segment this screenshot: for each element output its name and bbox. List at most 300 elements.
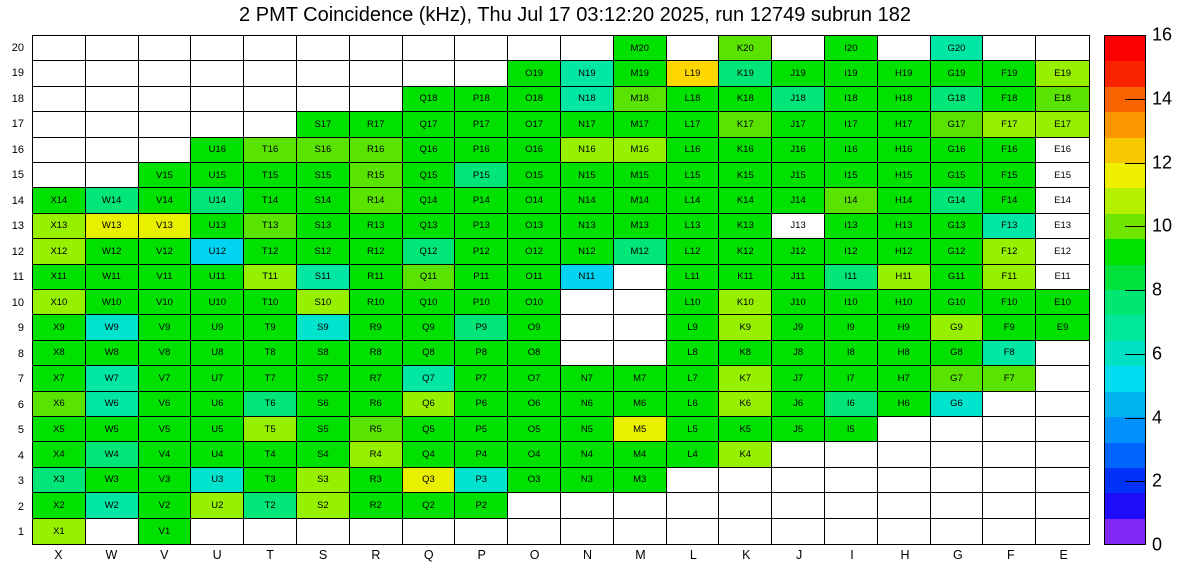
heatmap-cell-n6: N6 [561, 392, 614, 417]
x-axis-label-e: E [1059, 548, 1068, 562]
x-axis-label-k: K [742, 548, 751, 562]
heatmap-cell-l7: L7 [667, 366, 720, 391]
heatmap-cell-empty [983, 493, 1036, 518]
heatmap-cell-f7: F7 [983, 366, 1036, 391]
heatmap-cell-h9: H9 [878, 315, 931, 340]
heatmap-cell-o11: O11 [508, 265, 561, 290]
y-axis-label-2: 2 [17, 500, 24, 513]
heatmap-cell-o9: O9 [508, 315, 561, 340]
heatmap-cell-empty [297, 61, 350, 86]
heatmap-cell-s15: S15 [297, 163, 350, 188]
heatmap-cell-empty [297, 519, 350, 544]
y-axis-label-11: 11 [12, 271, 24, 284]
heatmap-cell-h7: H7 [878, 366, 931, 391]
heatmap-cell-v5: V5 [139, 417, 192, 442]
heatmap-cell-t14: T14 [244, 188, 297, 213]
heatmap-cell-u10: U10 [191, 290, 244, 315]
heatmap-cell-i19: I19 [825, 61, 878, 86]
heatmap-cell-x2: X2 [33, 493, 86, 518]
heatmap-cell-n11: N11 [561, 265, 614, 290]
heatmap-cell-empty [508, 493, 561, 518]
heatmap-cell-i9: I9 [825, 315, 878, 340]
x-axis-label-v: V [160, 548, 169, 562]
heatmap-cell-empty [33, 36, 86, 61]
colorbar-band [1105, 290, 1145, 315]
heatmap-cell-empty [244, 87, 297, 112]
heatmap-cell-v2: V2 [139, 493, 192, 518]
heatmap-cell-v12: V12 [139, 239, 192, 264]
heatmap-cell-empty [561, 290, 614, 315]
heatmap-cell-l11: L11 [667, 265, 720, 290]
heatmap-cell-q12: Q12 [403, 239, 456, 264]
heatmap-cell-empty [403, 519, 456, 544]
heatmap-cell-empty [878, 519, 931, 544]
heatmap-cell-empty [614, 265, 667, 290]
heatmap-cell-f14: F14 [983, 188, 1036, 213]
colorbar-band [1105, 493, 1145, 518]
heatmap-cell-q11: Q11 [403, 265, 456, 290]
heatmap-cell-o10: O10 [508, 290, 561, 315]
heatmap-cell-i5: I5 [825, 417, 878, 442]
colorbar-band [1105, 188, 1145, 213]
heatmap-cell-g17: G17 [931, 112, 984, 137]
heatmap-cell-empty [33, 87, 86, 112]
heatmap-cell-h16: H16 [878, 138, 931, 163]
heatmap-cell-empty [719, 519, 772, 544]
heatmap-cell-g9: G9 [931, 315, 984, 340]
heatmap-cell-f10: F10 [983, 290, 1036, 315]
heatmap-cell-q15: Q15 [403, 163, 456, 188]
heatmap-cell-empty [86, 36, 139, 61]
heatmap-cell-empty [614, 315, 667, 340]
heatmap-cell-g19: G19 [931, 61, 984, 86]
heatmap-cell-p13: P13 [455, 214, 508, 239]
heatmap-cell-m17: M17 [614, 112, 667, 137]
heatmap-cell-i6: I6 [825, 392, 878, 417]
heatmap-cell-n4: N4 [561, 442, 614, 467]
y-axis-label-6: 6 [17, 398, 24, 411]
x-axis-label-q: Q [423, 548, 434, 562]
heatmap-cell-e16: E16 [1036, 138, 1089, 163]
heatmap-cell-n3: N3 [561, 468, 614, 493]
heatmap-cell-q9: Q9 [403, 315, 456, 340]
heatmap-cell-empty [931, 468, 984, 493]
y-axis-label-15: 15 [11, 169, 24, 182]
heatmap-cell-f11: F11 [983, 265, 1036, 290]
heatmap-cell-v11: V11 [139, 265, 192, 290]
heatmap-cell-empty [667, 493, 720, 518]
heatmap-cell-i11: I11 [825, 265, 878, 290]
heatmap-cell-w6: W6 [86, 392, 139, 417]
heatmap-cell-h14: H14 [878, 188, 931, 213]
heatmap-cell-o4: O4 [508, 442, 561, 467]
heatmap-cell-empty [931, 519, 984, 544]
heatmap-cell-u4: U4 [191, 442, 244, 467]
heatmap-cell-l8: L8 [667, 341, 720, 366]
heatmap-cell-n5: N5 [561, 417, 614, 442]
heatmap-cell-i12: I12 [825, 239, 878, 264]
heatmap-cell-k14: K14 [719, 188, 772, 213]
heatmap-cell-j10: J10 [772, 290, 825, 315]
heatmap-cell-v14: V14 [139, 188, 192, 213]
heatmap-cell-v4: V4 [139, 442, 192, 467]
heatmap-cell-empty [191, 61, 244, 86]
heatmap-cell-q8: Q8 [403, 341, 456, 366]
y-axis-label-14: 14 [11, 194, 24, 207]
heatmap-cell-v15: V15 [139, 163, 192, 188]
heatmap-cell-empty [350, 519, 403, 544]
heatmap-cell-empty [561, 315, 614, 340]
heatmap-cell-empty [33, 61, 86, 86]
heatmap-cell-o15: O15 [508, 163, 561, 188]
heatmap-cell-l9: L9 [667, 315, 720, 340]
x-axis-label-l: L [689, 548, 697, 562]
heatmap-cell-e12: E12 [1036, 239, 1089, 264]
heatmap-cell-q16: Q16 [403, 138, 456, 163]
heatmap-cell-empty [1036, 442, 1089, 467]
heatmap-cell-w11: W11 [86, 265, 139, 290]
heatmap-cell-l14: L14 [667, 188, 720, 213]
heatmap-cell-i13: I13 [825, 214, 878, 239]
heatmap-cell-s3: S3 [297, 468, 350, 493]
heatmap-cell-k12: K12 [719, 239, 772, 264]
heatmap-cell-empty [561, 36, 614, 61]
heatmap-cell-x11: X11 [33, 265, 86, 290]
heatmap-cell-w5: W5 [86, 417, 139, 442]
heatmap-cell-o13: O13 [508, 214, 561, 239]
heatmap-cell-empty [508, 519, 561, 544]
heatmap-cell-empty [191, 87, 244, 112]
heatmap-cell-n18: N18 [561, 87, 614, 112]
heatmap-cell-w3: W3 [86, 468, 139, 493]
heatmap-cell-s9: S9 [297, 315, 350, 340]
heatmap-cell-empty [614, 493, 667, 518]
heatmap-cell-w13: W13 [86, 214, 139, 239]
heatmap-cell-p6: P6 [455, 392, 508, 417]
heatmap-cell-t3: T3 [244, 468, 297, 493]
heatmap-cell-k5: K5 [719, 417, 772, 442]
colorbar-tick-label-12: 12 [1152, 152, 1173, 172]
heatmap-cell-k9: K9 [719, 315, 772, 340]
heatmap-cell-p14: P14 [455, 188, 508, 213]
colorbar-tick [1125, 163, 1145, 164]
heatmap-cell-g20: G20 [931, 36, 984, 61]
heatmap-cell-l15: L15 [667, 163, 720, 188]
heatmap-cell-p16: P16 [455, 138, 508, 163]
heatmap-cell-empty [772, 36, 825, 61]
heatmap-cell-q14: Q14 [403, 188, 456, 213]
heatmap-cell-p3: P3 [455, 468, 508, 493]
heatmap-cell-empty [403, 36, 456, 61]
heatmap-cell-k18: K18 [719, 87, 772, 112]
heatmap-cell-empty [139, 61, 192, 86]
heatmap-cell-empty [508, 36, 561, 61]
heatmap-cell-s5: S5 [297, 417, 350, 442]
heatmap-cell-l6: L6 [667, 392, 720, 417]
heatmap-cell-n16: N16 [561, 138, 614, 163]
heatmap-cell-n15: N15 [561, 163, 614, 188]
heatmap-cell-l16: L16 [667, 138, 720, 163]
heatmap-cell-empty [878, 36, 931, 61]
heatmap-cell-f19: F19 [983, 61, 1036, 86]
chart-title: 2 PMT Coincidence (kHz), Thu Jul 17 03:12:20 2025, run 12749 subrun 182 [239, 4, 911, 26]
heatmap-cell-r14: R14 [350, 188, 403, 213]
heatmap-cell-empty [244, 61, 297, 86]
heatmap-cell-e14: E14 [1036, 188, 1089, 213]
heatmap-cell-g13: G13 [931, 214, 984, 239]
heatmap-cell-v8: V8 [139, 341, 192, 366]
heatmap-cell-h17: H17 [878, 112, 931, 137]
heatmap-cell-p2: P2 [455, 493, 508, 518]
heatmap-cell-empty [983, 442, 1036, 467]
heatmap-cell-n7: N7 [561, 366, 614, 391]
heatmap-cell-o12: O12 [508, 239, 561, 264]
heatmap-cell-j19: J19 [772, 61, 825, 86]
heatmap-cell-s8: S8 [297, 341, 350, 366]
y-axis-label-4: 4 [17, 449, 24, 462]
heatmap-cell-l4: L4 [667, 442, 720, 467]
heatmap-cell-empty [772, 493, 825, 518]
heatmap-cell-o3: O3 [508, 468, 561, 493]
heatmap-cell-h12: H12 [878, 239, 931, 264]
heatmap-cell-w14: W14 [86, 188, 139, 213]
heatmap-cell-s2: S2 [297, 493, 350, 518]
heatmap-cell-p12: P12 [455, 239, 508, 264]
heatmap-cell-p4: P4 [455, 442, 508, 467]
x-axis-label-t: T [266, 548, 274, 562]
heatmap-cell-empty [1036, 417, 1089, 442]
heatmap-cell-i17: I17 [825, 112, 878, 137]
heatmap-cell-p9: P9 [455, 315, 508, 340]
heatmap-cell-m20: M20 [614, 36, 667, 61]
y-axis-label-20: 20 [11, 41, 24, 54]
heatmap-cell-g14: G14 [931, 188, 984, 213]
heatmap-cell-j11: J11 [772, 265, 825, 290]
colorbar-band [1105, 61, 1145, 86]
heatmap-cell-empty [1036, 366, 1089, 391]
heatmap-cell-empty [825, 519, 878, 544]
heatmap-cell-k11: K11 [719, 265, 772, 290]
heatmap-cell-t8: T8 [244, 341, 297, 366]
heatmap-cell-empty [983, 417, 1036, 442]
heatmap-cell-v3: V3 [139, 468, 192, 493]
heatmap-cell-m5: M5 [614, 417, 667, 442]
heatmap-cell-n14: N14 [561, 188, 614, 213]
colorbar-tick [1125, 226, 1145, 227]
heatmap-cell-empty [772, 442, 825, 467]
heatmap-cell-empty [983, 392, 1036, 417]
heatmap-cell-q3: Q3 [403, 468, 456, 493]
heatmap-cell-i16: I16 [825, 138, 878, 163]
heatmap-cell-w8: W8 [86, 341, 139, 366]
heatmap-cell-empty [86, 163, 139, 188]
heatmap-cell-t7: T7 [244, 366, 297, 391]
heatmap-cell-j6: J6 [772, 392, 825, 417]
heatmap-cell-u5: U5 [191, 417, 244, 442]
heatmap-cell-h15: H15 [878, 163, 931, 188]
heatmap-cell-u2: U2 [191, 493, 244, 518]
heatmap-cell-i8: I8 [825, 341, 878, 366]
heatmap-cell-m3: M3 [614, 468, 667, 493]
heatmap-cell-l13: L13 [667, 214, 720, 239]
heatmap-cell-t11: T11 [244, 265, 297, 290]
heatmap-cell-empty [1036, 341, 1089, 366]
heatmap-cell-g15: G15 [931, 163, 984, 188]
heatmap-cell-empty [139, 112, 192, 137]
heatmap-cell-q2: Q2 [403, 493, 456, 518]
heatmap-cell-empty [244, 112, 297, 137]
x-axis-label-n: N [583, 548, 593, 562]
x-axis-label-m: M [635, 548, 646, 562]
colorbar-tick [1125, 481, 1145, 482]
heatmap-cell-p17: P17 [455, 112, 508, 137]
heatmap-cell-m13: M13 [614, 214, 667, 239]
colorbar-tick [1125, 99, 1145, 100]
y-axis-label-13: 13 [11, 220, 24, 233]
heatmap-cell-j5: J5 [772, 417, 825, 442]
heatmap-cell-p7: P7 [455, 366, 508, 391]
heatmap-cell-empty [561, 519, 614, 544]
heatmap-cell-o14: O14 [508, 188, 561, 213]
heatmap-cell-x4: X4 [33, 442, 86, 467]
heatmap-cell-m6: M6 [614, 392, 667, 417]
heatmap-cell-empty [983, 36, 1036, 61]
colorbar-band [1105, 265, 1145, 290]
heatmap-cell-empty [825, 493, 878, 518]
heatmap-cell-k13: K13 [719, 214, 772, 239]
heatmap-cell-h6: H6 [878, 392, 931, 417]
heatmap-cell-e13: E13 [1036, 214, 1089, 239]
y-axis-label-8: 8 [17, 347, 24, 360]
heatmap-cell-l19: L19 [667, 61, 720, 86]
heatmap-cell-n19: N19 [561, 61, 614, 86]
heatmap-cell-s12: S12 [297, 239, 350, 264]
heatmap-cell-s10: S10 [297, 290, 350, 315]
colorbar-tick-label-16: 16 [1152, 24, 1173, 45]
heatmap-cell-j16: J16 [772, 138, 825, 163]
heatmap-cell-o7: O7 [508, 366, 561, 391]
heatmap-cell-x6: X6 [33, 392, 86, 417]
heatmap-cell-l12: L12 [667, 239, 720, 264]
heatmap-cell-i20: I20 [825, 36, 878, 61]
heatmap-cell-r11: R11 [350, 265, 403, 290]
heatmap-cell-m18: M18 [614, 87, 667, 112]
colorbar-tick-label-6: 6 [1152, 343, 1163, 364]
heatmap-cell-r2: R2 [350, 493, 403, 518]
heatmap-cell-t5: T5 [244, 417, 297, 442]
heatmap-cell-f16: F16 [983, 138, 1036, 163]
heatmap-cell-t4: T4 [244, 442, 297, 467]
heatmap-cell-n13: N13 [561, 214, 614, 239]
heatmap-cell-m15: M15 [614, 163, 667, 188]
heatmap-cell-empty [772, 468, 825, 493]
colorbar-tick [1125, 354, 1145, 355]
heatmap-cell-t13: T13 [244, 214, 297, 239]
heatmap-cell-empty [350, 61, 403, 86]
heatmap-cell-g18: G18 [931, 87, 984, 112]
heatmap-cell-empty [878, 493, 931, 518]
heatmap-cell-empty [244, 519, 297, 544]
colorbar-tick-label-14: 14 [1152, 88, 1173, 109]
heatmap-cell-empty [561, 493, 614, 518]
heatmap-cell-empty [33, 138, 86, 163]
heatmap-cell-v1: V1 [139, 519, 192, 544]
y-axis-label-3: 3 [17, 475, 24, 488]
heatmap-cell-e17: E17 [1036, 112, 1089, 137]
heatmap-cell-j8: J8 [772, 341, 825, 366]
heatmap-cell-i18: I18 [825, 87, 878, 112]
heatmap-cell-u11: U11 [191, 265, 244, 290]
colorbar-tick-label-2: 2 [1152, 470, 1163, 491]
heatmap-cell-empty [86, 87, 139, 112]
heatmap-cell-q5: Q5 [403, 417, 456, 442]
heatmap-cell-r13: R13 [350, 214, 403, 239]
heatmap-cell-o5: O5 [508, 417, 561, 442]
heatmap-cell-p10: P10 [455, 290, 508, 315]
heatmap-cell-f12: F12 [983, 239, 1036, 264]
heatmap-cell-t12: T12 [244, 239, 297, 264]
heatmap-cell-r10: R10 [350, 290, 403, 315]
heatmap-cell-t15: T15 [244, 163, 297, 188]
heatmap-cell-k8: K8 [719, 341, 772, 366]
heatmap-cell-empty [139, 87, 192, 112]
heatmap-cell-t9: T9 [244, 315, 297, 340]
heatmap-cell-empty [139, 138, 192, 163]
heatmap-cell-empty [614, 519, 667, 544]
heatmap-cell-x1: X1 [33, 519, 86, 544]
x-axis-label-p: P [477, 548, 486, 562]
heatmap-cell-empty [878, 468, 931, 493]
colorbar-band [1105, 315, 1145, 340]
heatmap-cell-x7: X7 [33, 366, 86, 391]
heatmap-cell-x10: X10 [33, 290, 86, 315]
heatmap-cell-i15: I15 [825, 163, 878, 188]
heatmap-cell-m7: M7 [614, 366, 667, 391]
heatmap-cell-empty [1036, 392, 1089, 417]
heatmap-cell-h19: H19 [878, 61, 931, 86]
heatmap-cell-h10: H10 [878, 290, 931, 315]
heatmap-cell-e19: E19 [1036, 61, 1089, 86]
heatmap-cell-r7: R7 [350, 366, 403, 391]
heatmap-cell-k7: K7 [719, 366, 772, 391]
heatmap-cell-o8: O8 [508, 341, 561, 366]
heatmap-cell-w12: W12 [86, 239, 139, 264]
heatmap-cell-f13: F13 [983, 214, 1036, 239]
y-axis-label-7: 7 [17, 373, 24, 386]
heatmap-cell-empty [719, 493, 772, 518]
heatmap-cell-h11: H11 [878, 265, 931, 290]
heatmap-cell-e11: E11 [1036, 265, 1089, 290]
colorbar-band [1105, 443, 1145, 468]
heatmap-cell-x9: X9 [33, 315, 86, 340]
heatmap-cell-s17: S17 [297, 112, 350, 137]
heatmap-cell-empty [931, 493, 984, 518]
heatmap-cell-u3: U3 [191, 468, 244, 493]
heatmap-cell-f18: F18 [983, 87, 1036, 112]
heatmap-cell-j7: J7 [772, 366, 825, 391]
heatmap-cell-r15: R15 [350, 163, 403, 188]
heatmap-cell-empty [561, 341, 614, 366]
heatmap-cell-p15: P15 [455, 163, 508, 188]
heatmap-cell-q4: Q4 [403, 442, 456, 467]
heatmap-cell-k17: K17 [719, 112, 772, 137]
heatmap-cell-u13: U13 [191, 214, 244, 239]
x-axis-label-o: O [529, 548, 540, 562]
heatmap-cell-empty [455, 519, 508, 544]
heatmap-cell-u9: U9 [191, 315, 244, 340]
heatmap-cell-empty [983, 519, 1036, 544]
x-axis-label-f: F [1006, 548, 1015, 562]
